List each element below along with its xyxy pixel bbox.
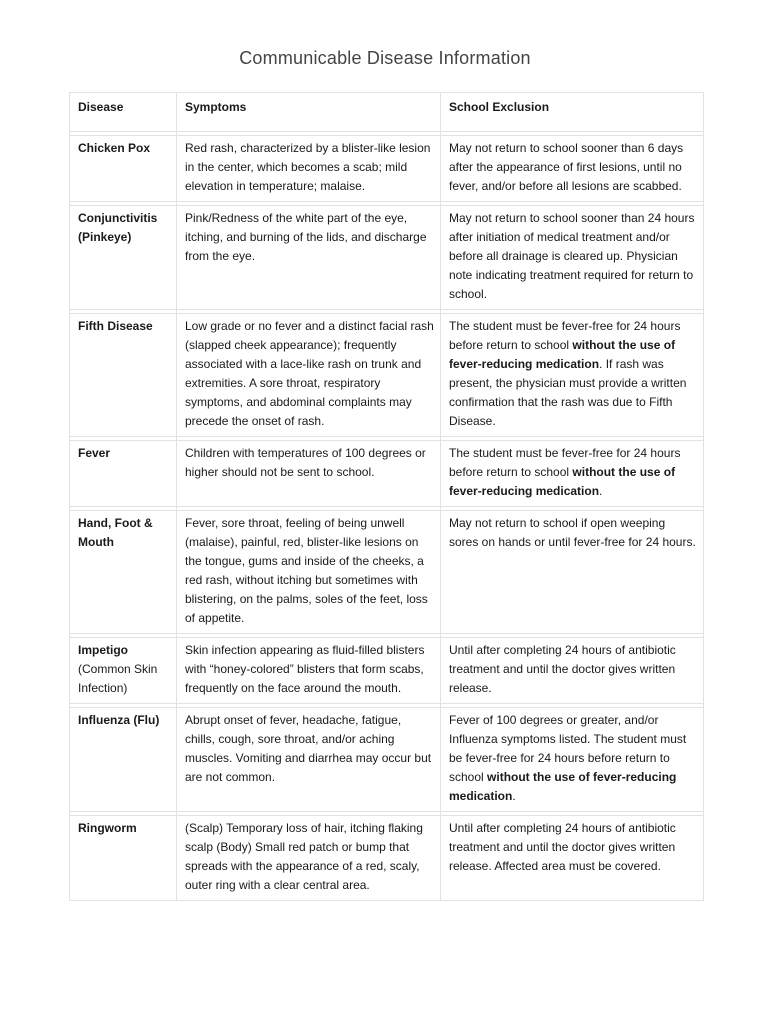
disease-cell — [70, 206, 177, 310]
exclusion-text: . — [599, 484, 603, 498]
symptoms-cell: Fever, sore throat, feeling of being unwell (malaise), painful, red, blister-like lesions on the tongue, gums and inside of the cheeks, a red rash, without itching but sometimes with blistering, on the palms, soles of the feet, loss of appetite. — [177, 511, 441, 634]
symptoms-cell: Children with temperatures of 100 degrees or higher should not be sent to school. — [177, 441, 441, 507]
disease-cell — [70, 136, 177, 202]
exclusion-text: The student must be fever-free for 24 hours before return to school — [449, 319, 681, 352]
exclusion-text: May not return to school sooner than 24 hours after initiation of medical treatment and/or before all drainage is cleared up. Physician note indicating treatment required for return to school. — [449, 211, 695, 301]
table-header-row — [70, 93, 704, 132]
disease-cell — [70, 638, 177, 704]
disease-table — [69, 92, 704, 901]
page-title: Communicable Disease Information — [239, 48, 531, 68]
exclusion-cell — [441, 708, 704, 812]
exclusion-cell — [441, 314, 704, 437]
table-row — [70, 511, 704, 634]
exclusion-cell — [441, 638, 704, 704]
exclusion-text: Fever of 100 degrees or greater, and/or Influenza symptoms listed. The student must be fever-free for 24 hours before return to school — [449, 713, 687, 784]
disease-name: Influenza (Flu) — [78, 713, 160, 727]
disease-name: Fifth Disease — [78, 319, 153, 333]
symptoms-cell: Low grade or no fever and a distinct facial rash (slapped cheek appearance); frequently associated with a lace-like rash on trunk and extremities. A sore throat, respiratory symptoms, and abdominal complaints may precede the onset of rash. — [177, 314, 441, 437]
table-row — [70, 708, 704, 812]
exclusion-text: Until after completing 24 hours of antibiotic treatment and until the doctor gives written release. Affected area must be covered. — [449, 821, 676, 873]
table-row — [70, 136, 704, 202]
symptoms-cell: (Scalp) Temporary loss of hair, itching flaking scalp (Body) Small red patch or bump that spreads with the appearance of a red, scaly, outer ring with a clear central area. — [177, 816, 441, 901]
exclusion-cell — [441, 206, 704, 310]
table-row — [70, 816, 704, 901]
disease-name: Chicken Pox — [78, 141, 151, 155]
exclusion-text: Until after completing 24 hours of antibiotic treatment and until the doctor gives written release. — [449, 643, 676, 695]
disease-cell — [70, 441, 177, 507]
exclusion-emphasis: without the use of fever-reducing medication — [449, 770, 677, 803]
header-school-exclusion: School Exclusion — [441, 93, 704, 132]
header-symptoms: Symptoms — [177, 93, 441, 132]
exclusion-text: May not return to school sooner than 6 days after the appearance of first lesions, until no fever, and/or before all lesions are scabbed. — [449, 141, 684, 193]
exclusion-cell — [441, 511, 704, 634]
header-disease: Disease — [70, 93, 177, 132]
disease-subname: (Common Skin Infection) — [78, 662, 158, 695]
disease-name: Fever — [78, 446, 111, 460]
table-row — [70, 314, 704, 437]
exclusion-cell — [441, 136, 704, 202]
table-row — [70, 206, 704, 310]
exclusion-text: The student must be fever-free for 24 hours before return to school — [449, 446, 681, 479]
disease-cell — [70, 708, 177, 812]
disease-name: Conjunctivitis (Pinkeye) — [78, 211, 158, 244]
table-row — [70, 638, 704, 704]
exclusion-text: . If rash was present, the physician must provide a written confirmation that the rash was due to Fifth Disease. — [449, 357, 687, 428]
exclusion-cell — [441, 816, 704, 901]
symptoms-cell: Pink/Redness of the white part of the eye, itching, and burning of the lids, and discharge from the eye. — [177, 206, 441, 310]
disease-name: Ringworm — [78, 821, 137, 835]
exclusion-emphasis: without the use of fever-reducing medication — [449, 465, 676, 498]
disease-name: Hand, Foot & Mouth — [78, 516, 153, 549]
disease-cell — [70, 314, 177, 437]
symptoms-cell: Red rash, characterized by a blister-like lesion in the center, which becomes a scab; mild elevation in temperature; malaise. — [177, 136, 441, 202]
table-row — [70, 441, 704, 507]
table-body — [70, 132, 704, 901]
exclusion-text: . — [512, 789, 516, 803]
symptoms-cell: Abrupt onset of fever, headache, fatigue, chills, cough, sore throat, and/or aching muscles. Vomiting and diarrhea may occur but are not common. — [177, 708, 441, 812]
symptoms-cell: Skin infection appearing as fluid-filled blisters with “honey-colored” blisters that form scabs, frequently on the face around the mouth. — [177, 638, 441, 704]
disease-cell — [70, 816, 177, 901]
disease-name: Impetigo — [78, 643, 128, 657]
disease-cell — [70, 511, 177, 634]
exclusion-text: May not return to school if open weeping sores on hands or until fever-free for 24 hours. — [449, 516, 696, 549]
exclusion-cell — [441, 441, 704, 507]
exclusion-emphasis: without the use of fever-reducing medication — [449, 338, 676, 371]
